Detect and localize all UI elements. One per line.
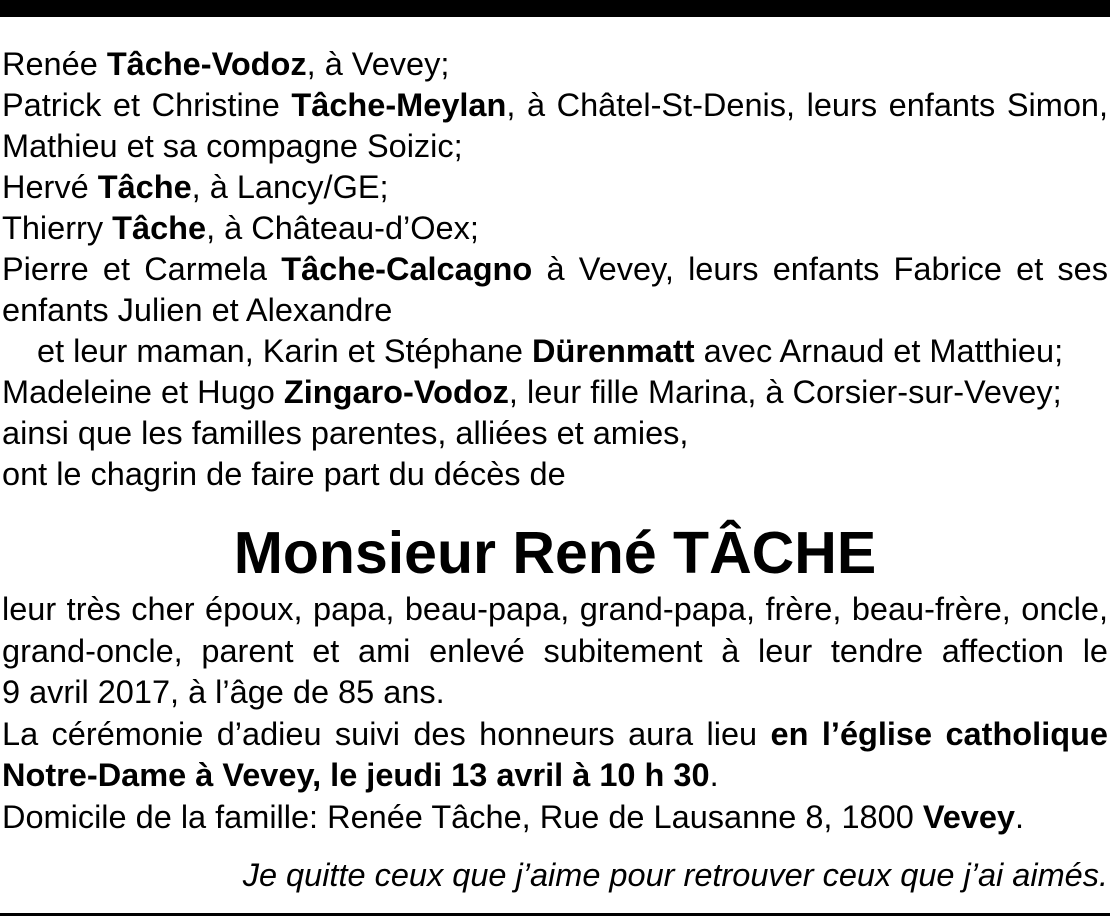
domicile-address: Domicile de la famille: Renée Tâche, Rue de Lausanne 8, 1800 — [2, 798, 923, 835]
family-line-text: Patrick et Christine — [2, 87, 292, 123]
family-line-text: , à Châtel-St-Denis, leurs enfants Simon, — [506, 87, 1108, 123]
tribute-line-text: grand-oncle, parent et ami enlevé subitement à leur tendre affection le — [2, 632, 1108, 669]
family-line-text: ainsi que les familles parentes, alliées et amies, — [2, 415, 689, 451]
family-line-text: ont le chagrin de faire part du décès de — [2, 456, 566, 492]
family-line-text: enfants Julien et Alexandre — [2, 292, 393, 328]
ceremony-intro: La cérémonie d’adieu suivi des honneurs aura lieu — [2, 715, 771, 752]
family-line-text: Renée — [2, 46, 107, 82]
family-surname: Tâche-Meylan — [291, 87, 507, 123]
family-surname: Tâche — [97, 169, 192, 205]
ceremony-place-date: Notre-Dame à Vevey, le jeudi 13 avril à 10 h 30 — [2, 757, 710, 793]
family-line-text: , leur fille Marina, à Corsier-sur-Vevey; — [508, 374, 1062, 410]
closing-quote: Je quitte ceux que j’aime pour retrouver ceux que j’ai aimés. — [242, 857, 1108, 893]
family-line — [2, 372, 1108, 413]
domicile-town: Vevey — [922, 798, 1015, 835]
family-surname: Tâche — [112, 210, 207, 246]
family-line-text: et leur maman, Karin et Stéphane — [37, 333, 533, 369]
family-line — [2, 331, 1108, 372]
family-line-text: , à Lancy/GE; — [191, 169, 389, 205]
family-line — [2, 44, 1108, 85]
family-line — [2, 167, 1108, 208]
ceremony-place: en l’église catholique — [770, 715, 1108, 752]
tribute-line — [2, 589, 1108, 631]
family-line-text: Hervé — [2, 169, 98, 205]
family-surname: Tâche-Calcagno — [281, 251, 533, 287]
family-line — [2, 249, 1108, 290]
ceremony-end: . — [709, 757, 719, 793]
family-line-text: Madeleine et Hugo — [2, 374, 284, 410]
family-line — [2, 126, 1108, 167]
family-surname: Dürenmatt — [532, 333, 695, 369]
domicile-end: . — [1015, 798, 1025, 835]
tribute-line — [2, 631, 1108, 673]
family-line-text: Pierre et Carmela — [2, 251, 282, 287]
family-line-text: Thierry — [2, 210, 113, 246]
family-line-text: , à Vevey; — [306, 46, 450, 82]
tribute-line-text: 9 avril 2017, à l’âge de 85 ans. — [2, 674, 445, 710]
tribute-line-text: leur très cher époux, papa, beau-papa, grand-papa, frère, beau-frère, oncle, — [2, 591, 1108, 627]
family-line — [2, 208, 1108, 249]
family-surname: Zingaro-Vodoz — [283, 374, 509, 410]
ceremony-line — [2, 755, 1108, 797]
family-line — [2, 454, 1108, 495]
family-line — [2, 85, 1108, 126]
top-bar — [0, 0, 1110, 17]
bottom-rule — [0, 913, 1110, 916]
family-line-text: avec Arnaud et Matthieu; — [694, 333, 1064, 369]
tribute-text — [2, 589, 1108, 838]
tribute-line — [2, 672, 1108, 714]
family-surname: Tâche-Vodoz — [106, 46, 307, 82]
family-line-text: Mathieu et sa compagne Soizic; — [2, 128, 463, 164]
family-line-text: à Vevey, leurs enfants Fabrice et ses — [532, 251, 1108, 287]
family-line-text: , à Château-d’Oex; — [206, 210, 479, 246]
deceased-name-heading: Monsieur René TÂCHE — [233, 520, 877, 586]
family-list — [2, 44, 1108, 495]
domicile-line — [2, 797, 1108, 839]
family-line — [2, 413, 1108, 454]
family-line — [2, 290, 1108, 331]
ceremony-line — [2, 714, 1108, 756]
